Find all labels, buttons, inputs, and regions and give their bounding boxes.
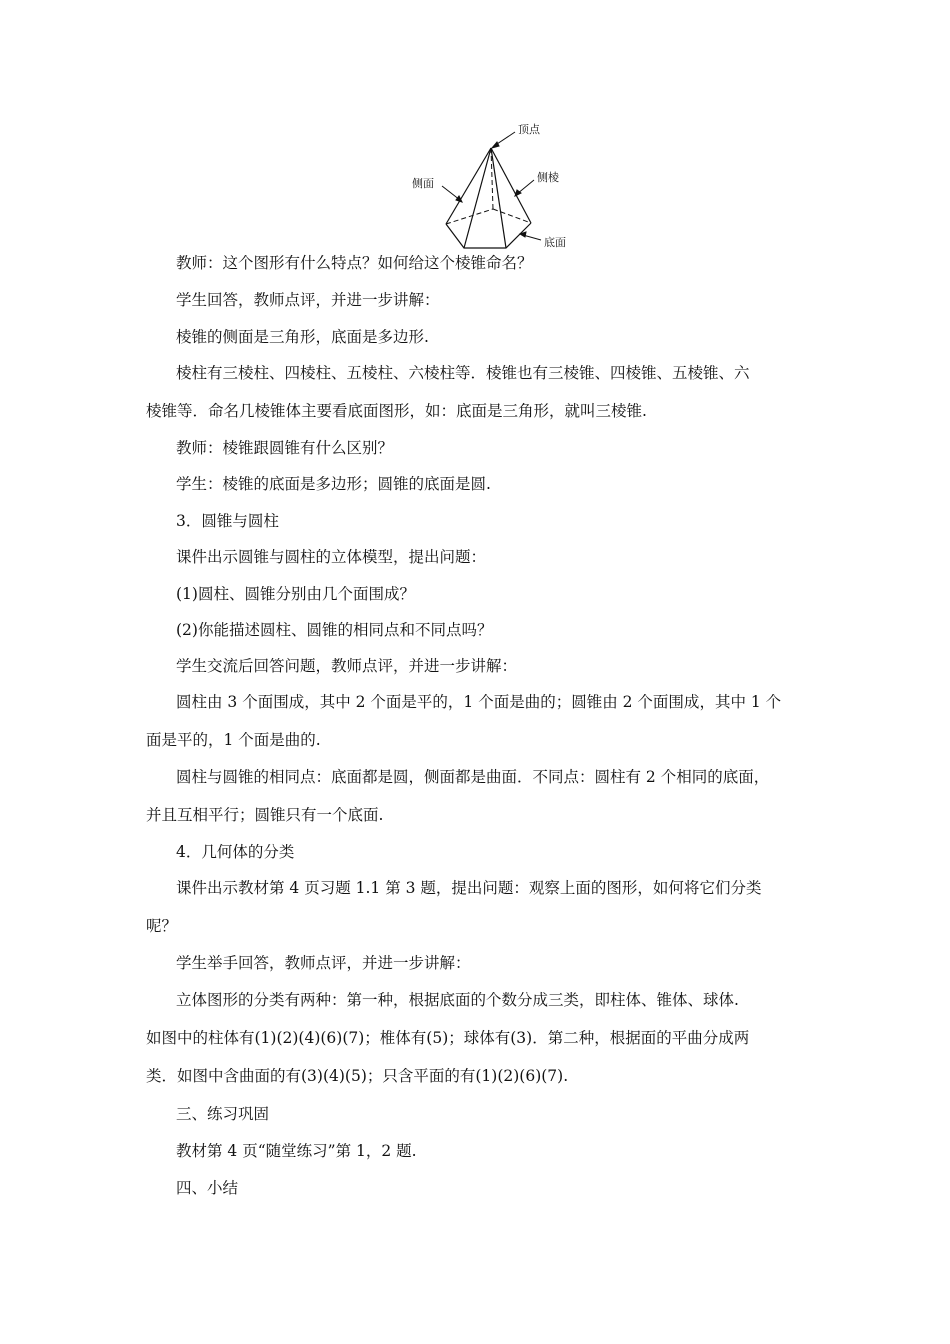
paragraph: 圆柱与圆锥的相同点：底面都是圆，侧面都是曲面．不同点：圆柱有 2 个相同的底面， [176,768,770,786]
section-heading: 4．几何体的分类 [176,843,295,861]
paragraph-continuation: 呢？ [146,917,178,935]
question-item: (1)圆柱、圆锥分别由几个面围成？ [176,585,415,603]
paragraph: 学生：棱锥的底面是多边形；圆锥的底面是圆. [176,475,491,493]
section-heading: 四、小结 [176,1179,239,1197]
paragraph: 圆柱由 3 个面围成，其中 2 个面是平的，1 个面是曲的；圆锥由 2 个面围成，其中 1 个 [176,693,782,711]
edge-front-left [464,148,491,248]
paragraph-continuation: 并且互相平行；圆锥只有一个底面. [146,806,384,824]
paragraph-continuation: 类．如图中含曲面的有(3)(4)(5)；只含平面的有(1)(2)(6)(7). [146,1067,569,1085]
section-heading: 三、练习巩固 [176,1105,270,1123]
edge-left [446,148,491,224]
paragraph: 教师：棱锥跟圆锥有什么区别？ [176,439,394,457]
arrow-apex-head [492,142,499,148]
paragraph-continuation: 面是平的，1 个面是曲的. [146,731,321,749]
question-item: (2)你能描述圆柱、圆锥的相同点和不同点吗？ [176,621,493,639]
paragraph: 学生举手回答，教师点评，并进一步讲解： [176,954,471,972]
paragraph: 教师：这个图形有什么特点？如何给这个棱锥命名？ [176,254,533,272]
paragraph: 课件出示圆锥与圆柱的立体模型，提出问题： [176,548,487,566]
paragraph: 教材第 4 页“随堂练习”第 1，2 题. [176,1142,417,1160]
label-lateral-face: 侧面 [412,177,434,190]
paragraph-continuation: 棱锥等．命名几棱锥体主要看底面图形，如：底面是三角形，就叫三棱锥. [146,402,647,420]
pyramid-figure [398,118,588,252]
section-heading: 3．圆锥与圆柱 [176,512,279,530]
paragraph: 棱柱有三棱柱、四棱柱、五棱柱、六棱柱等．棱锥也有三棱锥、四棱锥、五棱锥、六 [176,364,750,382]
paragraph: 学生交流后回答问题，教师点评，并进一步讲解： [176,657,518,675]
paragraph: 棱锥的侧面是三角形，底面是多边形. [176,328,429,346]
label-lateral-edge: 侧棱 [537,171,559,184]
paragraph: 立体图形的分类有两种：第一种，根据底面的个数分成三类，即柱体、锥体、球体. [176,991,739,1009]
pyramid-diagram [398,118,588,252]
paragraph: 课件出示教材第 4 页习题 1.1 第 3 题，提出问题：观察上面的图形，如何将它们分类 [176,879,762,897]
label-apex: 顶点 [518,123,540,136]
label-base: 底面 [544,236,566,249]
paragraph: 学生回答，教师点评，并进一步讲解： [176,291,440,309]
paragraph-continuation: 如图中的柱体有(1)(2)(4)(6)(7)；椎体有(5)；球体有(3)．第二种，根据面的平曲分成两 [146,1029,750,1047]
